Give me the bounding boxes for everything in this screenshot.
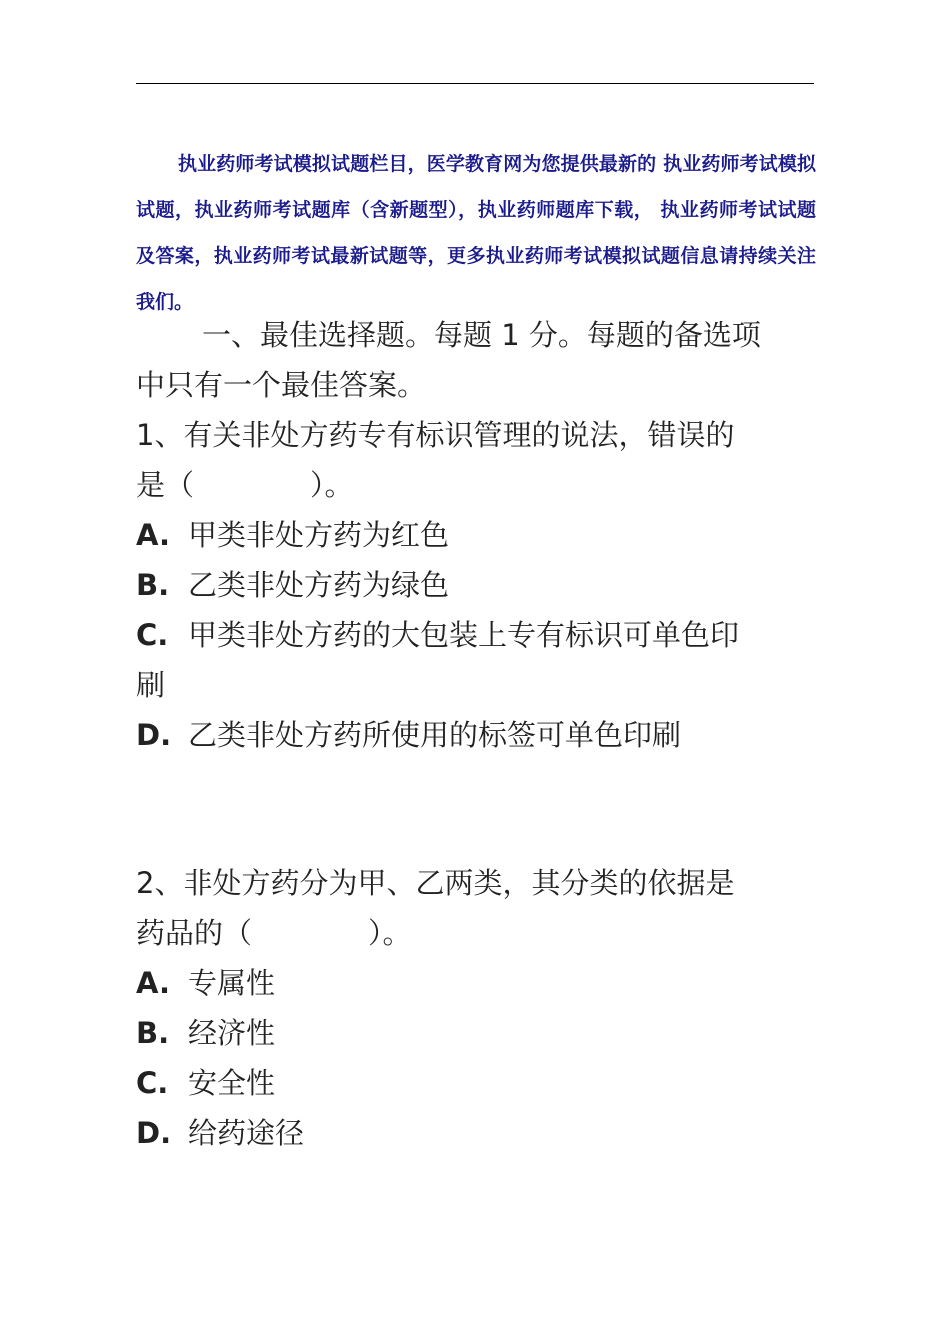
option-letter: A. — [136, 518, 170, 552]
question-1-stem-line-1: 1、有关非处方药专有标识管理的说法，错误的 — [136, 418, 735, 452]
option-text: 乙类非处方药所使用的标签可单色印刷 — [188, 718, 682, 752]
question-2-option-c — [136, 1058, 836, 1108]
section-heading-line-1: 一、最佳选择题。每题 1 分。每题的备选项 — [202, 318, 761, 352]
option-letter: D. — [136, 718, 172, 752]
option-text: 乙类非处方药为绿色 — [188, 568, 450, 602]
section-heading-line-2: 中只有一个最佳答案。 — [136, 368, 427, 402]
option-text: 经济性 — [188, 1016, 276, 1050]
question-2-option-a — [136, 958, 836, 1008]
option-text: 专属性 — [188, 966, 276, 1000]
option-text: 给药途径 — [188, 1116, 305, 1150]
question-1-option-b — [136, 560, 836, 610]
option-text: 甲类非处方药的大包装上专有标识可单色印 — [188, 618, 740, 652]
question-1-option-d — [136, 710, 836, 760]
option-letter: D. — [136, 1116, 172, 1150]
option-letter: B. — [136, 1016, 170, 1050]
option-text: 甲类非处方药为红色 — [188, 518, 450, 552]
question-2-stem-line-1: 2、非处方药分为甲、乙两类，其分类的依据是 — [136, 866, 735, 900]
question-1-option-c-continued: 刷 — [136, 668, 166, 702]
option-letter: C. — [136, 1066, 169, 1100]
question-2-option-b — [136, 1008, 836, 1058]
header-rule — [136, 83, 814, 84]
option-text: 安全性 — [188, 1066, 276, 1100]
option-letter: B. — [136, 568, 170, 602]
option-letter: C. — [136, 618, 169, 652]
question-1-option-a — [136, 510, 836, 560]
option-letter: A. — [136, 966, 170, 1000]
question-1-option-c — [136, 610, 836, 660]
intro-paragraph: 执业药师考试模拟试题栏目，医学教育网为您提供最新的 执业药师考试模拟试题，执业药师考试题库（含新题型），执业药师题库下载， 执业药师考试试题及答案，执业药师考试最新试题等，更多执业药师考试模拟试题信息请持续关注我们。 — [136, 153, 816, 313]
question-1-stem-line-2: 是（ ）。 — [136, 468, 354, 502]
question-2-option-d — [136, 1108, 836, 1158]
question-2-stem-line-2: 药品的（ ）。 — [136, 916, 412, 950]
